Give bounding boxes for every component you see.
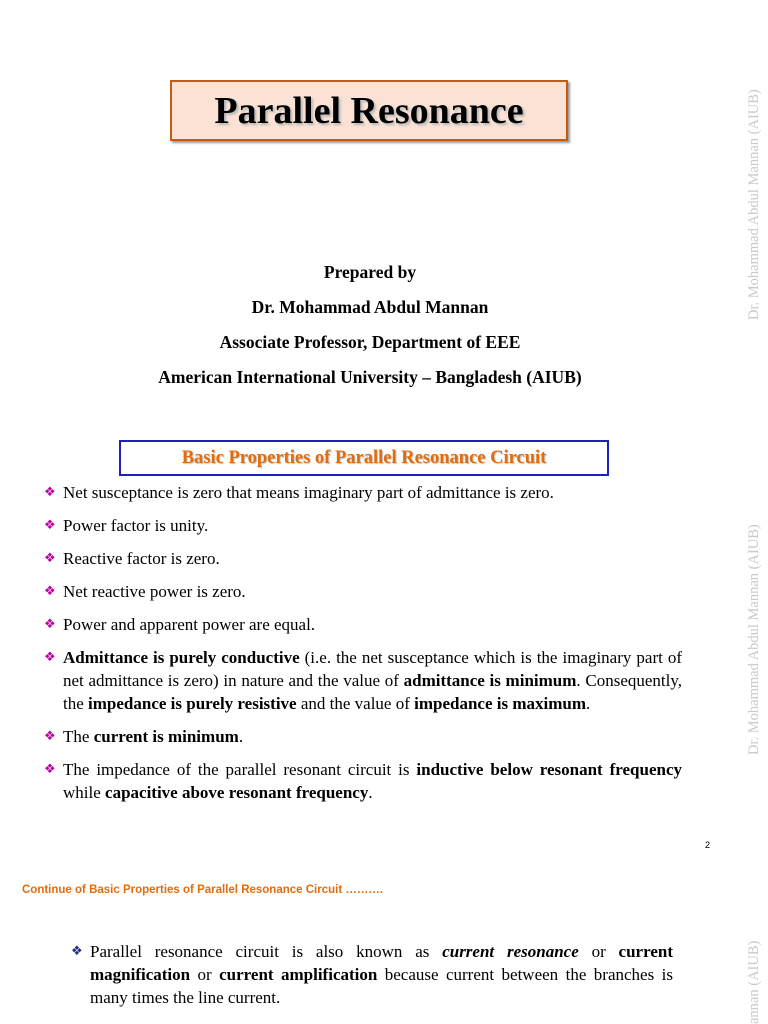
author-title: Associate Professor, Department of EEE [219,332,521,352]
list-item [44,613,682,636]
bullet-icon: ❖ [44,551,56,566]
text-run: Reactive factor is zero. [63,549,220,568]
page-title: Parallel Resonance [214,89,524,132]
list-item [44,725,682,748]
text-run: while [63,783,106,802]
continued-list [71,940,673,1009]
bullet-icon: ❖ [44,617,56,632]
list-item [44,646,682,715]
text-run: The impedance of the parallel resonant circuit is [63,760,417,779]
section-heading: Basic Properties of Parallel Resonance Circuit [181,447,547,468]
watermark-text: Dr. Mohammad Abdul Mannan (AIUB) [746,524,762,755]
bold-run: current magnification [90,942,673,984]
text-run: or [578,942,619,961]
list-item [44,514,682,537]
watermark-3 [742,925,768,1024]
bullet-icon: ❖ [44,485,56,500]
bold-run: inductive below resonant frequency [416,760,682,779]
section-heading-box [119,440,609,476]
bold-run: Admittance is purely conductive [63,648,300,667]
page-number: 2 [704,840,710,850]
text-run: Power factor is unity. [63,516,209,535]
text-run: Net reactive power is zero. [63,582,246,601]
author-affiliation: American International University – Bangladesh (AIUB) [158,367,582,387]
bold-run: admittance is minimum [403,671,577,690]
bold-run: current resonance [442,942,579,961]
text-run: and the value of [296,694,415,713]
text-run: The [63,727,94,746]
author-block [0,258,740,398]
bold-run: capacitive above resonant frequency [105,783,369,802]
properties-slide [0,425,740,860]
bullet-icon: ❖ [44,518,56,533]
text-run: or [190,965,220,984]
bold-run: current is minimum [93,727,239,746]
text-run: . [368,783,373,802]
text-run: Power and apparent power are equal. [63,615,316,634]
list-item [44,547,682,570]
watermark-text: annan (AIUB) [746,940,762,1024]
list-item [44,580,682,603]
bullet-icon: ❖ [44,762,56,777]
title-slide [0,0,740,425]
bold-run: current amplification [219,965,378,984]
properties-list [44,481,682,814]
continued-heading: Continue of Basic Properties of Parallel Resonance Circuit ………. [22,884,384,896]
text-run: . Consequently, the [63,671,682,713]
text-run: . [238,727,244,746]
title-box [170,80,568,141]
text-run: because current between the branches is many times the line current. [90,965,673,1007]
author-name: Dr. Mohammad Abdul Mannan [251,297,489,317]
bullet-icon: ❖ [71,944,83,959]
bold-run: impedance is purely resistive [88,694,297,713]
list-item [71,940,673,1009]
watermark-text: Dr. Mohammad Abdul Mannan (AIUB) [746,89,762,320]
bullet-icon: ❖ [44,584,56,599]
bullet-icon: ❖ [44,650,56,665]
watermark-2 [742,495,768,755]
bullet-icon: ❖ [44,729,56,744]
watermark-1 [742,60,768,320]
bold-run: impedance is maximum [414,694,587,713]
text-run: Net susceptance is zero that means imaginary part of admittance is zero. [63,483,554,502]
list-item [44,758,682,804]
text-run: (i.e. the net susceptance which is the imaginary part of net admittance is zero) in nature and the value of [63,648,682,690]
text-run: . [586,694,591,713]
list-item [44,481,682,504]
prepared-by-label: Prepared by [323,262,417,282]
text-run: Parallel resonance circuit is also known as [90,942,443,961]
continued-slide [0,860,740,1024]
